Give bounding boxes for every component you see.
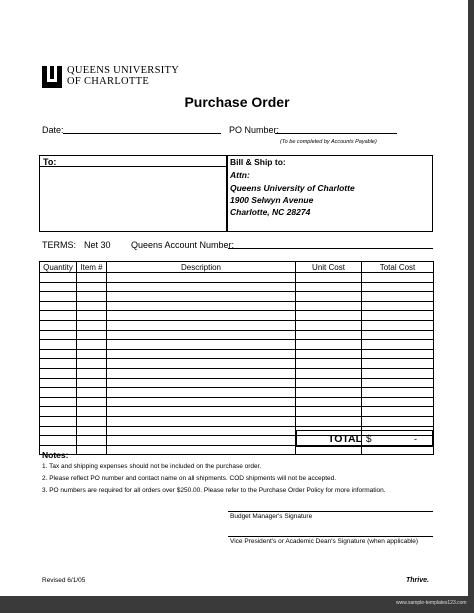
quantity-cell[interactable] bbox=[40, 368, 77, 378]
po-number-label: PO Number: bbox=[229, 125, 280, 135]
unit-cost-cell[interactable] bbox=[296, 340, 362, 350]
item-number-cell[interactable] bbox=[77, 407, 107, 417]
item-number-cell[interactable] bbox=[77, 445, 107, 455]
description-cell[interactable] bbox=[107, 273, 296, 283]
to-label: To: bbox=[43, 157, 57, 167]
quantity-cell[interactable] bbox=[40, 320, 77, 330]
footer-slogan: Thrive. bbox=[406, 577, 429, 584]
unit-cost-cell[interactable] bbox=[296, 397, 362, 407]
total-cost-cell[interactable] bbox=[362, 330, 434, 340]
revised-date: Revised 6/1/05 bbox=[42, 577, 86, 584]
table-row bbox=[40, 320, 434, 330]
total-cost-column-header: Total Cost bbox=[362, 262, 434, 273]
table-row bbox=[40, 282, 434, 292]
items-table bbox=[39, 261, 434, 455]
unit-cost-cell[interactable] bbox=[296, 301, 362, 311]
item-number-cell[interactable] bbox=[77, 397, 107, 407]
table-row bbox=[40, 378, 434, 388]
item-number-cell[interactable] bbox=[77, 320, 107, 330]
unit-cost-cell[interactable] bbox=[296, 388, 362, 398]
item-number-cell[interactable] bbox=[77, 349, 107, 359]
description-cell[interactable] bbox=[107, 368, 296, 378]
page-edge-right bbox=[468, 0, 474, 613]
total-cost-cell[interactable] bbox=[362, 320, 434, 330]
description-cell[interactable] bbox=[107, 378, 296, 388]
description-cell[interactable] bbox=[107, 282, 296, 292]
unit-cost-cell[interactable] bbox=[296, 378, 362, 388]
item-number-cell[interactable] bbox=[77, 426, 107, 436]
table-row bbox=[40, 368, 434, 378]
budget-manager-signature-label: Budget Manager's Signature bbox=[230, 513, 313, 520]
item-number-cell[interactable] bbox=[77, 359, 107, 369]
terms-value: Net 30 bbox=[84, 240, 111, 250]
description-cell[interactable] bbox=[107, 349, 296, 359]
date-label: Date: bbox=[42, 125, 64, 135]
description-cell[interactable] bbox=[107, 359, 296, 369]
total-cost-cell[interactable] bbox=[362, 349, 434, 359]
note-item: 1. Tax and shipping expenses should not be included on the purchase order. bbox=[42, 463, 262, 470]
item-number-cell[interactable] bbox=[77, 292, 107, 302]
total-cost-cell[interactable] bbox=[362, 282, 434, 292]
quantity-cell[interactable] bbox=[40, 292, 77, 302]
description-cell[interactable] bbox=[107, 311, 296, 321]
item-number-cell[interactable] bbox=[77, 273, 107, 283]
bill-ship-attn: Attn: bbox=[230, 170, 250, 180]
description-cell[interactable] bbox=[107, 292, 296, 302]
description-cell[interactable] bbox=[107, 416, 296, 426]
po-number-note: (To be completed by Accounts Payable) bbox=[280, 139, 377, 145]
watermark-text: www.sample-templates123.com bbox=[396, 600, 467, 606]
date-field[interactable] bbox=[63, 133, 221, 134]
table-row bbox=[40, 292, 434, 302]
quantity-cell[interactable] bbox=[40, 388, 77, 398]
item-number-cell[interactable] bbox=[77, 340, 107, 350]
bill-ship-city: Charlotte, NC 28274 bbox=[230, 207, 311, 217]
quantity-cell[interactable] bbox=[40, 359, 77, 369]
note-item: 3. PO numbers are required for all orders over $250.00. Please refer to the Purchase Order Policy for more information. bbox=[42, 487, 386, 494]
item-number-cell[interactable] bbox=[77, 436, 107, 446]
logo-text-line2: OF CHARLOTTE bbox=[67, 76, 150, 87]
description-cell[interactable] bbox=[107, 320, 296, 330]
quantity-cell[interactable] bbox=[40, 407, 77, 417]
description-column-header: Description bbox=[107, 262, 296, 273]
quantity-cell[interactable] bbox=[40, 378, 77, 388]
unit-cost-cell[interactable] bbox=[296, 311, 362, 321]
total-cost-cell[interactable] bbox=[362, 311, 434, 321]
note-item: 2. Please reflect PO number and contact name on all shipments. COD shipments will not be accepted. bbox=[42, 475, 337, 482]
quantity-cell[interactable] bbox=[40, 311, 77, 321]
vp-dean-signature-field[interactable] bbox=[228, 536, 433, 537]
table-row bbox=[40, 388, 434, 398]
budget-manager-signature-field[interactable] bbox=[228, 511, 433, 512]
quantity-cell[interactable] bbox=[40, 397, 77, 407]
university-logo-icon bbox=[42, 66, 62, 88]
total-cost-cell[interactable] bbox=[362, 368, 434, 378]
notes-title: Notes: bbox=[42, 450, 69, 460]
quantity-cell[interactable] bbox=[40, 426, 77, 436]
quantity-cell[interactable] bbox=[40, 349, 77, 359]
quantity-column-header: Quantity bbox=[40, 262, 77, 273]
unit-cost-cell[interactable] bbox=[296, 273, 362, 283]
total-cost-cell[interactable] bbox=[362, 359, 434, 369]
item-number-cell[interactable] bbox=[77, 416, 107, 426]
bill-ship-name: Queens University of Charlotte bbox=[230, 183, 355, 193]
description-cell[interactable] bbox=[107, 340, 296, 350]
total-cost-cell[interactable] bbox=[362, 388, 434, 398]
item-number-column-header: Item # bbox=[77, 262, 107, 273]
description-cell[interactable] bbox=[107, 426, 296, 436]
description-cell[interactable] bbox=[107, 445, 296, 455]
unit-cost-cell[interactable] bbox=[296, 292, 362, 302]
table-row bbox=[40, 273, 434, 283]
quantity-cell[interactable] bbox=[40, 282, 77, 292]
description-cell[interactable] bbox=[107, 407, 296, 417]
unit-cost-cell[interactable] bbox=[296, 282, 362, 292]
total-cost-cell[interactable] bbox=[362, 340, 434, 350]
description-cell[interactable] bbox=[107, 388, 296, 398]
item-number-cell[interactable] bbox=[77, 301, 107, 311]
unit-cost-cell[interactable] bbox=[296, 349, 362, 359]
to-header-rule bbox=[39, 166, 226, 167]
table-header-row bbox=[40, 262, 434, 273]
to-address-field[interactable] bbox=[41, 168, 225, 230]
page-title: Purchase Order bbox=[184, 94, 290, 110]
unit-cost-column-header: Unit Cost bbox=[296, 262, 362, 273]
description-cell[interactable] bbox=[107, 436, 296, 446]
total-box bbox=[296, 430, 433, 447]
terms-label: TERMS: bbox=[42, 240, 77, 250]
table-row bbox=[40, 407, 434, 417]
table-row bbox=[40, 301, 434, 311]
total-cost-cell[interactable] bbox=[362, 292, 434, 302]
item-number-cell[interactable] bbox=[77, 282, 107, 292]
table-row bbox=[40, 330, 434, 340]
total-value: - bbox=[414, 434, 417, 444]
unit-cost-cell[interactable] bbox=[296, 368, 362, 378]
total-label: TOTAL bbox=[328, 433, 363, 445]
table-row bbox=[40, 397, 434, 407]
total-cost-cell[interactable] bbox=[362, 407, 434, 417]
item-number-cell[interactable] bbox=[77, 311, 107, 321]
item-number-cell[interactable] bbox=[77, 330, 107, 340]
unit-cost-cell[interactable] bbox=[296, 320, 362, 330]
unit-cost-cell[interactable] bbox=[296, 407, 362, 417]
unit-cost-cell[interactable] bbox=[296, 416, 362, 426]
quantity-cell[interactable] bbox=[40, 301, 77, 311]
bill-ship-label: Bill & Ship to: bbox=[230, 157, 286, 167]
table-row bbox=[40, 311, 434, 321]
logo-text-line1: QUEENS UNIVERSITY bbox=[67, 65, 180, 76]
unit-cost-cell[interactable] bbox=[296, 359, 362, 369]
bill-ship-street: 1900 Selwyn Avenue bbox=[230, 195, 314, 205]
quantity-cell[interactable] bbox=[40, 416, 77, 426]
po-number-field[interactable] bbox=[275, 133, 397, 134]
description-cell[interactable] bbox=[107, 301, 296, 311]
total-cost-cell[interactable] bbox=[362, 301, 434, 311]
account-number-field[interactable] bbox=[228, 248, 433, 249]
item-number-cell[interactable] bbox=[77, 378, 107, 388]
total-cost-cell[interactable] bbox=[362, 378, 434, 388]
description-cell[interactable] bbox=[107, 397, 296, 407]
total-currency: $ bbox=[366, 434, 372, 445]
total-cost-cell[interactable] bbox=[362, 416, 434, 426]
unit-cost-cell[interactable] bbox=[296, 330, 362, 340]
table-row bbox=[40, 359, 434, 369]
account-number-label: Queens Account Number: bbox=[131, 240, 235, 250]
quantity-cell[interactable] bbox=[40, 330, 77, 340]
quantity-cell[interactable] bbox=[40, 273, 77, 283]
vp-dean-signature-label: Vice President's or Academic Dean's Signature (when applicable) bbox=[230, 538, 419, 545]
item-number-cell[interactable] bbox=[77, 388, 107, 398]
quantity-cell[interactable] bbox=[40, 436, 77, 446]
address-divider bbox=[226, 155, 228, 232]
total-cost-cell[interactable] bbox=[362, 397, 434, 407]
table-row bbox=[40, 340, 434, 350]
total-cost-cell[interactable] bbox=[362, 273, 434, 283]
table-row bbox=[40, 349, 434, 359]
quantity-cell[interactable] bbox=[40, 340, 77, 350]
description-cell[interactable] bbox=[107, 330, 296, 340]
item-number-cell[interactable] bbox=[77, 368, 107, 378]
table-row bbox=[40, 416, 434, 426]
